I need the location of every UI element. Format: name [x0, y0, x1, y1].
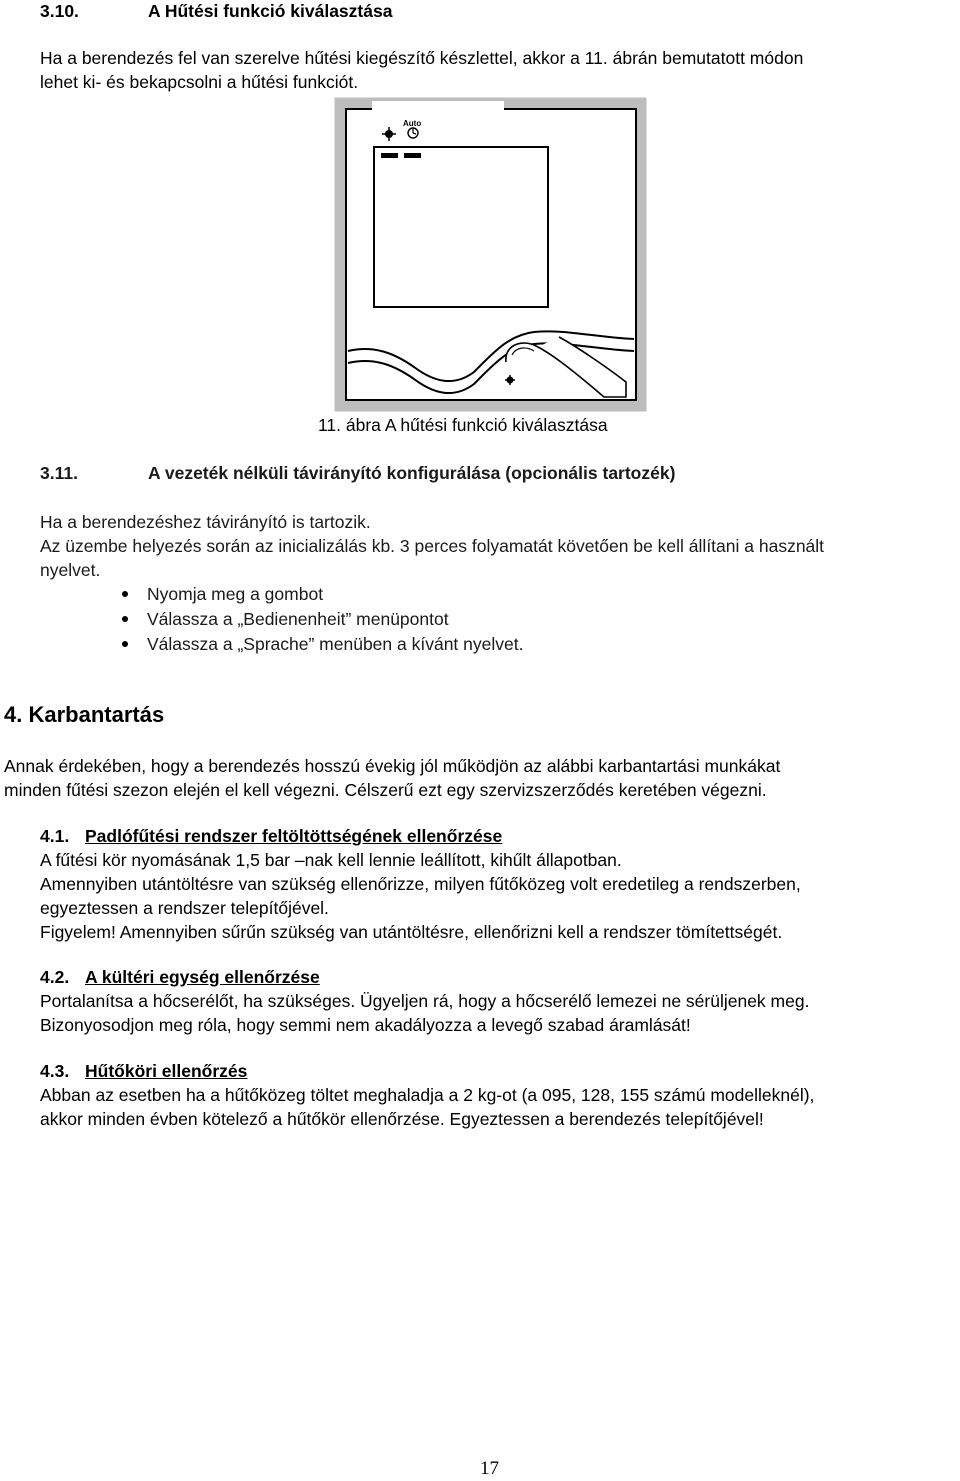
section-4-1-title: Padlófűtési rendszer feltöltöttségének ellenőrzése	[85, 826, 503, 846]
section-3-11-line: nyelvet.	[40, 560, 101, 580]
list-item: Válassza a „Sprache” menüben a kívánt nyelvet.	[147, 634, 524, 654]
section-4-2-title: A kültéri egység ellenőrzése	[85, 967, 320, 987]
section-3-11-line: Az üzembe helyezés során az inicializálás kb. 3 perces folyamatát követően be kell állítani a használt	[40, 536, 825, 556]
section-4-2-number: 4.2.	[40, 967, 70, 987]
list-item: Válassza a „Bedienenheit” menüpontot	[147, 609, 449, 629]
page-number: 17	[480, 1458, 499, 1479]
section-4-heading: 4. Karbantartás	[4, 702, 165, 727]
section-3-10-paragraph-line: Ha a berendezés fel van szerelve hűtési kiegészítő készlettel, akkor a 11. ábrán bemutatott módon	[40, 48, 804, 68]
display-segment	[404, 153, 421, 158]
section-3-11-line: Ha a berendezéshez távirányító is tartozik.	[40, 512, 371, 532]
section-4-3-title: Hűtőköri ellenőrzés	[85, 1061, 248, 1081]
section-3-11-number: 3.11.	[40, 463, 78, 483]
section-4-3-number: 4.3.	[40, 1061, 70, 1081]
display-segment	[381, 153, 398, 158]
section-3-10-number: 3.10.	[40, 1, 79, 21]
bullet-dot	[122, 616, 128, 622]
section-4-1-line: egyeztessen a rendszer telepítőjével.	[40, 898, 329, 918]
bullet-dot	[122, 641, 128, 647]
figure-11-remote-control	[334, 97, 647, 412]
auto-label: Auto	[403, 119, 422, 128]
section-3-10-paragraph-line: lehet ki- és bekapcsolni a hűtési funkciót.	[40, 72, 359, 92]
figure-caption: 11. ábra A hűtési funkció kiválasztása	[318, 415, 608, 435]
list-item: Nyomja meg a gombot	[147, 584, 324, 604]
section-4-paragraph-line: minden fűtési szezon elején el kell végezni. Célszerű ezt egy szervizszerződés keretében végezni.	[4, 780, 767, 800]
section-4-2-line: Portalanítsa a hőcserélőt, ha szükséges. Ügyeljen rá, hogy a hőcserélő lemezei ne sérüljenek meg.	[40, 991, 810, 1011]
section-4-1-line: A fűtési kör nyomásának 1,5 bar –nak kell lennie leállított, kihűlt állapotban.	[40, 850, 622, 870]
section-3-10-title: A Hűtési funkció kiválasztása	[148, 1, 393, 21]
display-panel	[374, 147, 548, 307]
section-4-3-line: akkor minden évben kötelező a hűtőkör ellenőrzése. Egyeztessen a berendezés telepítőjével!	[40, 1109, 764, 1129]
display-label-area	[372, 101, 504, 129]
section-4-1-line: Amennyiben utántöltésre van szükség ellenőrizze, milyen fűtőközeg volt eredetileg a rendszerben,	[40, 874, 801, 894]
section-4-1-line: Figyelem! Amennyiben sűrűn szükség van utántöltésre, ellenőrizni kell a rendszer tömítettségét.	[40, 922, 783, 942]
section-3-11-title: A vezeték nélküli távirányító konfigurálása (opcionális tartozék)	[148, 463, 676, 483]
section-4-1-number: 4.1.	[40, 826, 70, 846]
section-4-paragraph-line: Annak érdekében, hogy a berendezés hosszú évekig jól működjön az alábbi karbantartási munkákat	[4, 756, 781, 776]
section-4-2-line: Bizonyosodjon meg róla, hogy semmi nem akadályozza a levegő szabad áramlását!	[40, 1015, 691, 1035]
section-4-3-line: Abban az esetben ha a hűtőközeg töltet meghaladja a 2 kg-ot (a 095, 128, 155 számú modelleknél),	[40, 1085, 815, 1105]
bullet-dot	[122, 591, 128, 597]
